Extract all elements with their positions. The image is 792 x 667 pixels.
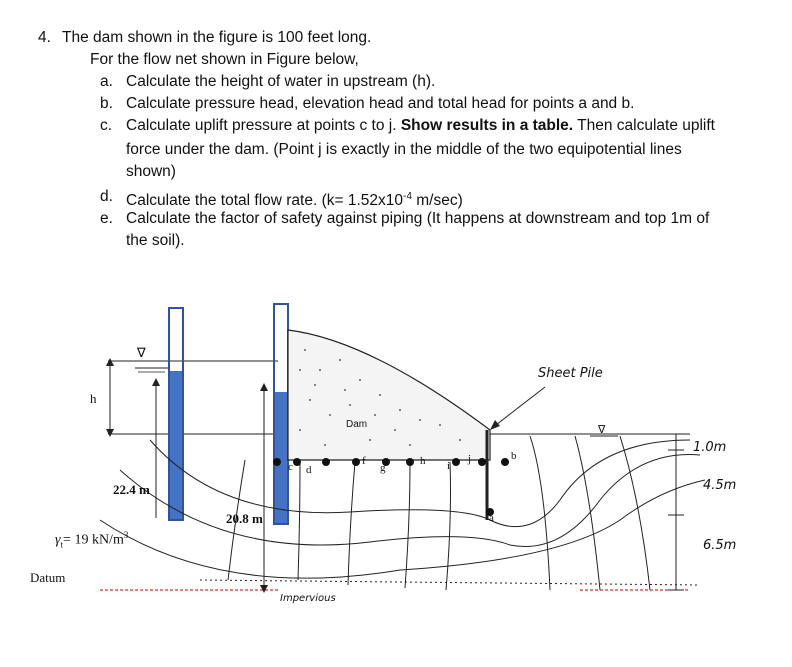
impervious-label: Impervious [280,593,336,604]
part-a-text: Calculate the height of water in upstream (h). [126,73,436,90]
sheet-pile-arrow [492,387,545,428]
question-number: 4. [38,29,51,46]
sheet-pile-label: Sheet Pile [538,366,603,381]
point-j-label: j [468,453,472,465]
upstream-water-symbol: ∇ [137,345,146,360]
point-g-label: g [380,462,386,474]
left-piezometer-label: 22.4 m [113,482,150,497]
part-e-label: e. [100,210,113,227]
part-d-text: Calculate the total flow rate. ($k= 1.52x10^{-4}$ m/sec) [126,191,463,210]
right-piezometer-water [275,392,287,523]
point-d-label: d [306,464,312,476]
depth-2-label: 4.5m [703,478,737,493]
point-a-label: a [489,512,494,524]
point-f-label: f [362,455,366,467]
right-piezometer-label: 20.8 m [226,511,263,526]
point-b-label: b [511,450,517,462]
part-e-text: Calculate the factor of safety against piping (It happens at downstream and top 1m of [126,210,710,227]
question-intro: For the flow net shown in Figure below, [90,51,359,68]
part-c-bold: Show results in a table. [400,117,574,134]
point-h-label: h [420,455,426,467]
part-c-label: c. [100,117,113,134]
point-e-label: e [323,454,328,466]
part-c-line2: force under the dam. (Point j is exactly in the middle of the two equipotential lines [126,141,682,158]
part-d-label: d. [100,188,113,205]
part-e-line2: the soil). [126,232,185,249]
part-c-text: Calculate uplift pressure at points c to j. Show results in a table. Then calculate uplift [126,117,715,134]
flow-lines [100,440,705,585]
depth-3-label: 6.5m [703,538,737,553]
downstream-water-symbol: ∇ [598,424,606,436]
part-a-label: a. [100,73,113,90]
question-stem: The dam shown in the figure is 100 feet long. [62,29,372,46]
flow-net-figure [0,260,792,667]
dam-label: Dam [346,419,368,430]
part-b-label: b. [100,95,113,112]
unit-weight-label: $\gamma_t= 19$ $kN/m^3$ [55,530,129,550]
part-b-text: Calculate pressure head, elevation head and total head for points a and b. [126,95,635,112]
point-i-label: i [447,460,451,472]
depth-1-label: 1.0m [693,440,727,455]
h-label: h [90,391,97,406]
datum-label: Datum [30,570,66,585]
part-c-line3: shown) [126,163,176,180]
left-piezometer-water [170,371,182,519]
point-c-label: c [288,461,293,473]
